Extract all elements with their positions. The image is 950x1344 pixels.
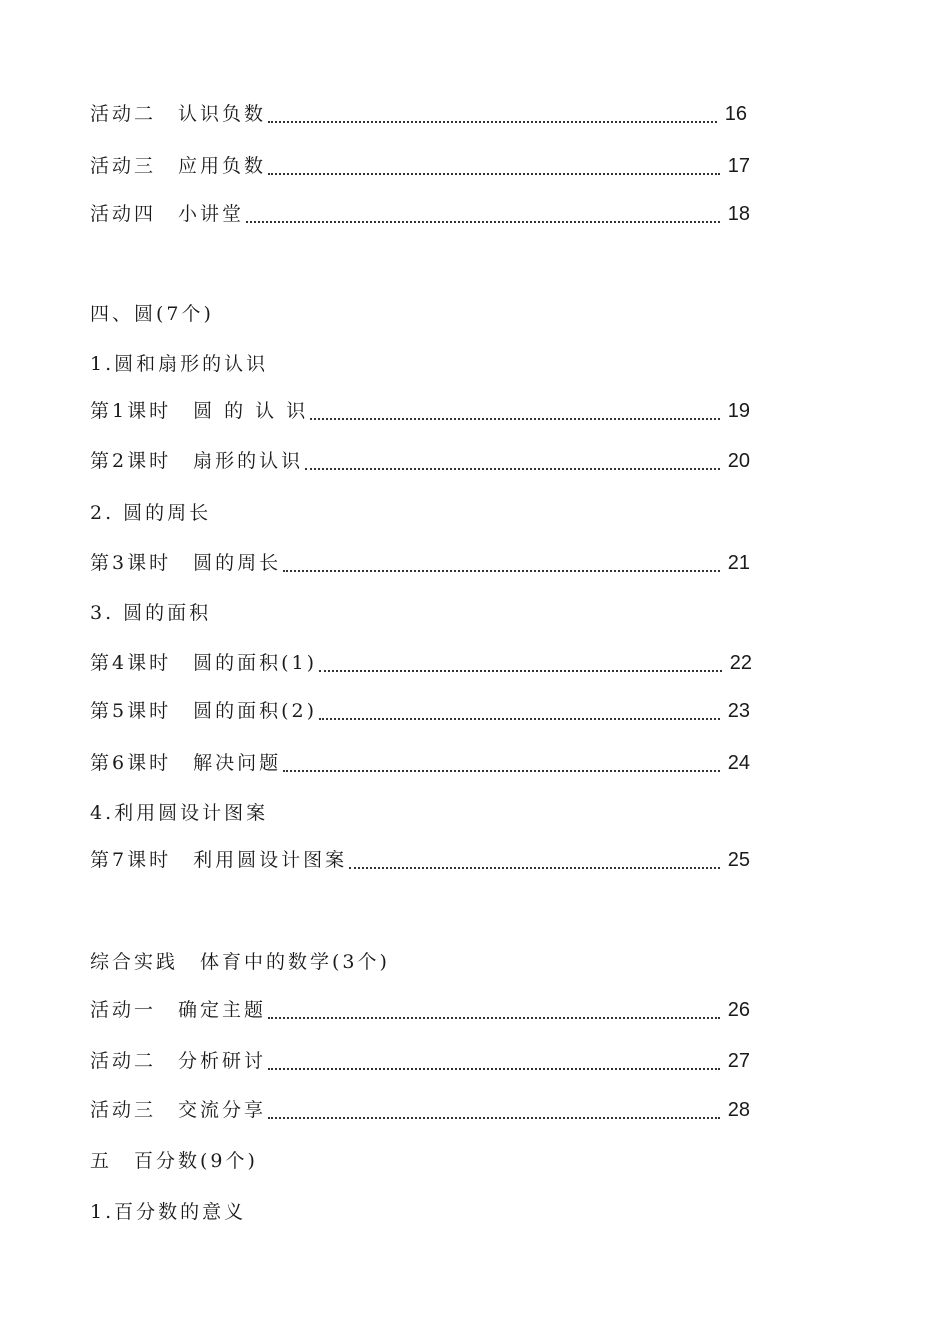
toc-entry-label: 第4课时 圆的面积(1)	[90, 652, 318, 674]
toc-entry-page: 27	[727, 1050, 750, 1072]
dot-leader	[283, 749, 720, 777]
toc-entry[interactable]	[90, 100, 747, 128]
toc-entry-page: 28	[727, 1099, 750, 1121]
dot-leader	[283, 549, 720, 577]
toc-entry-label: 活动二 认识负数	[90, 103, 267, 125]
toc-entry[interactable]	[90, 200, 750, 228]
toc-entry[interactable]	[90, 996, 750, 1024]
toc-entry[interactable]	[90, 749, 750, 777]
dot-leader	[349, 846, 720, 874]
dot-leader	[268, 996, 720, 1024]
subsection-heading: 1.圆和扇形的认识	[90, 353, 269, 375]
toc-entry-label: 活动四 小讲堂	[90, 203, 245, 225]
dot-leader	[268, 1047, 720, 1075]
toc-entry-label: 活动一 确定主题	[90, 999, 267, 1021]
dot-leader	[268, 152, 720, 180]
subsection-heading: 3. 圆的面积	[90, 602, 212, 624]
dot-leader	[319, 649, 722, 677]
toc-entry[interactable]	[90, 1096, 750, 1124]
section-heading: 四、圆(7个)	[90, 303, 214, 325]
toc-entry-label: 第3课时 圆的周长	[90, 552, 282, 574]
toc-entry[interactable]	[90, 697, 750, 725]
dot-leader	[246, 200, 720, 228]
toc-entry-label: 第7课时 利用圆设计图案	[90, 849, 348, 871]
toc-entry[interactable]	[90, 1047, 750, 1075]
toc-entry-page: 16	[724, 103, 747, 125]
section-heading: 五 百分数(9个)	[90, 1150, 258, 1172]
dot-leader	[268, 1096, 720, 1124]
toc-entry-label: 第1课时 圆 的 认 识	[90, 400, 309, 422]
toc-entry-page: 24	[727, 752, 750, 774]
toc-entry-page: 17	[727, 155, 750, 177]
toc-entry[interactable]	[90, 152, 750, 180]
toc-entry-page: 25	[727, 849, 750, 871]
toc-entry-page: 19	[727, 400, 750, 422]
toc-entry-label: 活动三 交流分享	[90, 1099, 267, 1121]
toc-entry[interactable]	[90, 846, 750, 874]
toc-entry[interactable]	[90, 397, 750, 425]
toc-entry-label: 第5课时 圆的面积(2)	[90, 700, 318, 722]
dot-leader	[305, 447, 720, 475]
toc-entry[interactable]	[90, 549, 750, 577]
toc-entry[interactable]	[90, 447, 750, 475]
dot-leader	[319, 697, 720, 725]
toc-entry-label: 第2课时 扇形的认识	[90, 450, 304, 472]
toc-entry-page: 26	[727, 999, 750, 1021]
toc-entry-page: 20	[727, 450, 750, 472]
toc-entry-page: 21	[727, 552, 750, 574]
toc-entry-label: 活动三 应用负数	[90, 155, 267, 177]
subsection-heading: 2. 圆的周长	[90, 502, 212, 524]
toc-entry-page: 23	[727, 700, 750, 722]
subsection-heading: 4.利用圆设计图案	[90, 802, 269, 824]
subsection-heading: 1.百分数的意义	[90, 1201, 247, 1223]
toc-entry-label: 第6课时 解决问题	[90, 752, 282, 774]
toc-entry[interactable]	[90, 649, 752, 677]
dot-leader	[310, 397, 720, 425]
toc-entry-page: 18	[727, 203, 750, 225]
dot-leader	[268, 100, 717, 128]
section-heading: 综合实践 体育中的数学(3个)	[90, 951, 390, 973]
toc-entry-page: 22	[729, 652, 752, 674]
toc-entry-label: 活动二 分析研讨	[90, 1050, 267, 1072]
